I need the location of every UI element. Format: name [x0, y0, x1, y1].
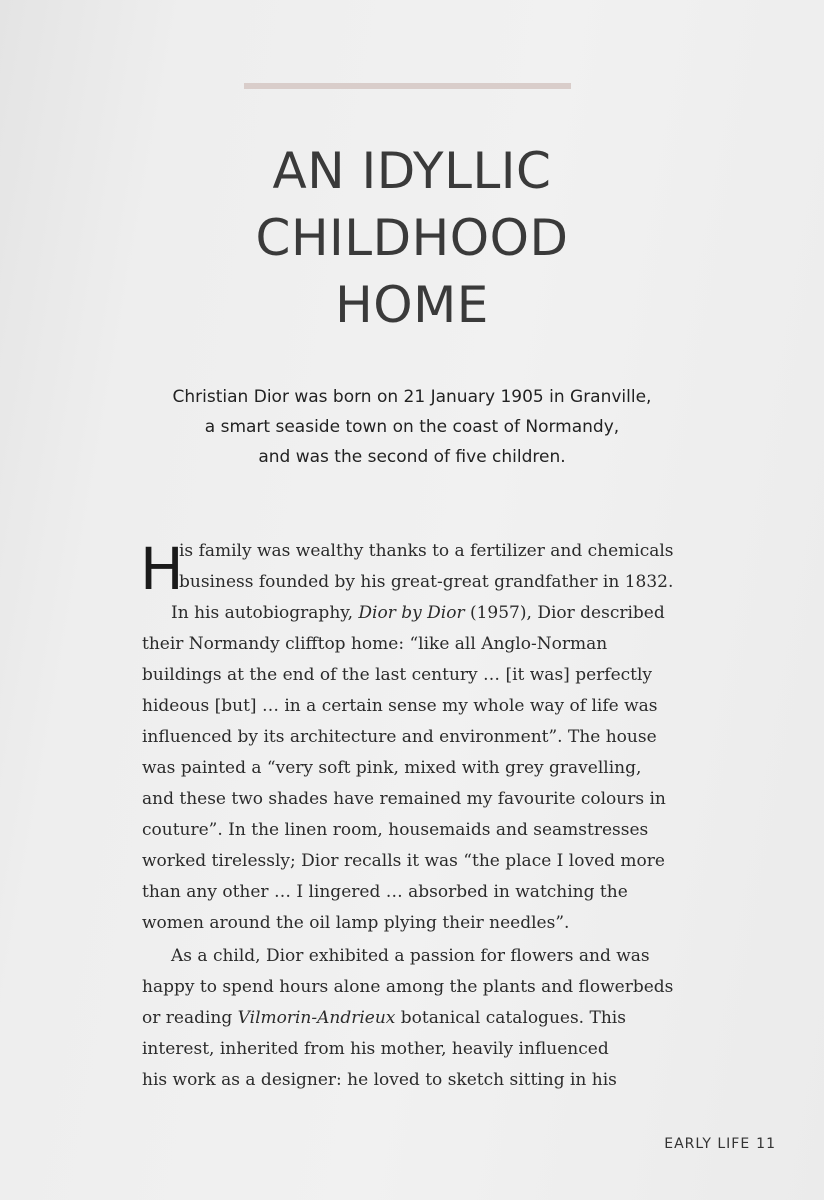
page-number: 11 [756, 1136, 776, 1152]
standfirst-line: and was the second of five children. [258, 447, 566, 467]
body-line-text: (1957), Dior described [464, 603, 665, 623]
decorative-rule [244, 83, 571, 89]
standfirst-line: Christian Dior was born on 21 January 1905 in Granville, [172, 387, 652, 407]
body-line: As a child, Dior exhibited a passion for flowers and was [171, 946, 650, 966]
body-line-text: botanical catalogues. This [395, 1008, 626, 1028]
body-line: women around the oil lamp plying their needles”. [142, 913, 570, 933]
body-line: their Normandy clifftop home: “like all Anglo-Norman [142, 634, 608, 654]
body-line: influenced by its architecture and environment”. The house [142, 727, 657, 747]
body-line-text: or reading [142, 1008, 238, 1028]
body-line: was painted a “very soft pink, mixed with grey gravelling, [142, 758, 642, 778]
catalogue-title: Vilmorin-Andrieux [237, 1008, 396, 1028]
section-label: EARLY LIFE [664, 1136, 751, 1152]
title-line: AN IDYLLIC [272, 142, 552, 200]
body-line: interest, inherited from his mother, heavily influenced [142, 1039, 609, 1059]
page-footer [664, 1136, 776, 1152]
body-line-text: In his autobiography, [171, 603, 359, 623]
body-line-text: is family was wealthy thanks to a fertilizer and chemicals [179, 541, 674, 561]
book-title: Dior by Dior [358, 603, 465, 623]
body-text [142, 536, 702, 1096]
title-line: HOME [335, 276, 489, 334]
body-line [142, 1003, 702, 1034]
drop-cap: H [140, 535, 184, 603]
standfirst [0, 382, 824, 472]
body-line: business founded by his great-great grandfather in 1832. [179, 572, 674, 592]
body-line: couture”. In the linen room, housemaids and seamstresses [142, 820, 649, 840]
body-line [142, 598, 702, 629]
body-line: buildings at the end of the last century … [it was] perfectly [142, 665, 653, 685]
body-line: happy to spend hours alone among the plants and flowerbeds [142, 977, 674, 997]
chapter-title [0, 138, 824, 339]
body-line: and these two shades have remained my favourite colours in [142, 789, 666, 809]
body-line: than any other … I lingered … absorbed in watching the [142, 882, 628, 902]
body-line: worked tirelessly; Dior recalls it was “the place I loved more [142, 851, 665, 871]
body-line: his work as a designer: he loved to sketch sitting in his [142, 1070, 617, 1090]
standfirst-line: a smart seaside town on the coast of Normandy, [204, 417, 620, 437]
body-line: hideous [but] … in a certain sense my whole way of life was [142, 696, 658, 716]
title-line: CHILDHOOD [255, 209, 569, 267]
